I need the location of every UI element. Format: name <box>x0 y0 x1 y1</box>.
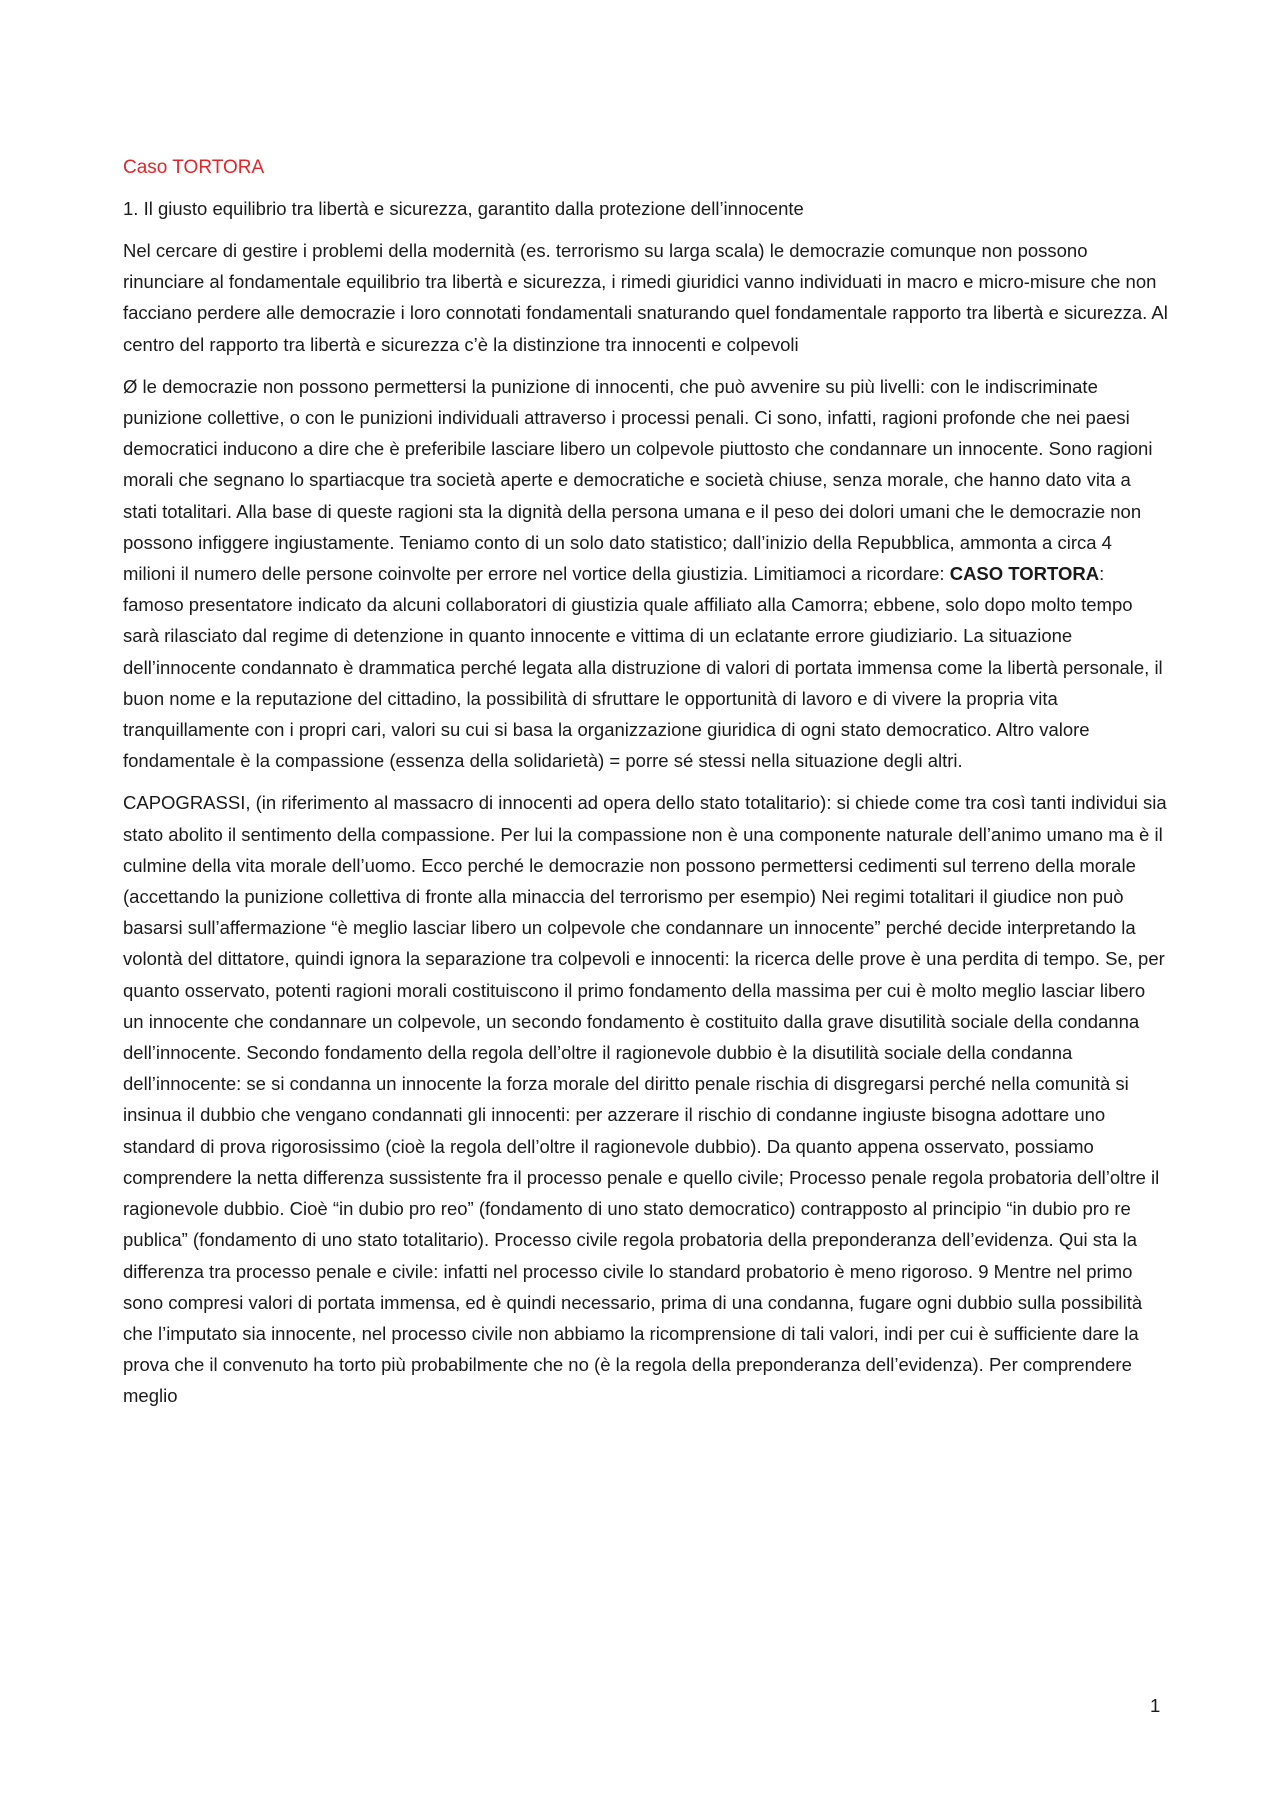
section-heading: 1. Il giusto equilibrio tra libertà e sicurezza, garantito dalla protezione dell’innocente <box>123 198 804 219</box>
document-title: Caso TORTORA <box>123 157 265 178</box>
paragraph-1: Nel cercare di gestire i problemi della modernità (es. terrorismo su larga scala) le democrazie comunque non possono rinunciare al fondamentale equilibrio tra libertà e sicurezza, i rimedi giuridici vanno individuati in macro e micro-misure che non facciano perdere alle democrazie i loro connotati fondamentali snaturando quel fondamentale rapporto tra libertà e sicurezza. Al centro del rapporto tra libertà e sicurezza c’è la distinzione tra innocenti e colpevoli <box>123 240 1168 355</box>
page-number: 1 <box>1150 1695 1161 1716</box>
paragraph-2 <box>123 371 1168 777</box>
paragraph-2-bold-caso-tortora: CASO TORTORA <box>949 563 1100 585</box>
document-body <box>123 154 1168 1423</box>
paragraph-2-text-before: Ø le democrazie non possono permettersi la punizione di innocenti, che può avvenire su più livelli: con le indiscriminate punizione collettive, o con le punizioni individuali attraverso i processi penali. Ci sono, infatti, ragioni profonde che nei paesi democratici inducono a dire che è preferibile lasciare libero un colpevole piuttosto che condannare un innocente. Sono ragioni morali che segnano lo spartiacque tra società aperte e democratiche e società chiuse, senza morale, che hanno dato vita a stati totalitari. Alla base di queste ragioni sta la dignità della persona umana e il peso dei dolori umani che le democrazie non possono infiggere ingiustamente. Teniamo conto di un solo dato statistico; dall’inizio della Repubblica, ammonta a circa 4 milioni il numero delle persone coinvolte per errore nel vortice della giustizia. Limitiamoci a ricordare: <box>123 375 1153 585</box>
paragraph-3: CAPOGRASSI, (in riferimento al massacro di innocenti ad opera dello stato totalitario): si chiede come tra così tanti individui sia stato abolito il sentimento della compassione. Per lui la compassione non è una componente naturale dell’animo umano ma è il culmine della vita morale dell’uomo. Ecco perché le democrazie non possono permettersi cedimenti sul terreno della morale (accettando la punizione collettiva di fronte alla minaccia del terrorismo per esempio) Nei regimi totalitari il giudice non può basarsi sull’affermazione “è meglio lasciar libero un colpevole che condannare un innocente” perché decide interpretando la volontà del dittatore, quindi ignora la separazione tra colpevoli e innocenti: la ricerca delle prove è una perdita di tempo. Se, per quanto osservato, potenti ragioni morali costituiscono il primo fondamento della massima per cui è molto meglio lasciar libero un innocente che condannare un colpevole, un secondo fondamento è costituito dalla grave disutilità sociale della condanna dell’innocente. Secondo fondamento della regola dell’oltre il ragionevole dubbio è la disutilità sociale della condanna dell’innocente: se si condanna un innocente la forza morale del diritto penale rischia di disgregarsi perché nella comunità si insinua il dubbio che vengano condannati gli innocenti: per azzerare il rischio di condanne ingiuste bisogna adottare uno standard di prova rigorosissimo (cioè la regola dell’oltre il ragionevole dubbio). Da quanto appena osservato, possiamo comprendere la netta differenza sussistente fra il processo penale e quello civile; Processo penale regola probatoria dell’oltre il ragionevole dubbio. Cioè “in dubio pro reo” (fondamento di uno stato democratico) contrapposto al principio “in dubio pro re publica” (fondamento di uno stato totalitario). Processo civile regola probatoria della preponderanza dell’evidenza. Qui sta la differenza tra processo penale e civile: infatti nel processo civile lo standard probatorio è meno rigoroso. 9 Mentre nel primo sono compresi valori di portata immensa, ed è quindi necessario, prima di una condanna, fugare ogni dubbio sulla possibilità che l’imputato sia innocente, nel processo civile non abbiamo la ricomprensione di tali valori, indi per cui è sufficiente dare la prova che il convenuto ha torto più probabilmente che no (è la regola della preponderanza dell’evidenza). Per comprendere meglio <box>123 792 1167 1407</box>
paragraph-2-text-after: : famoso presentatore indicato da alcuni collaboratori di giustizia quale affiliato alla Camorra; ebbene, solo dopo molto tempo sarà rilasciato dal regime di detenzione in quanto innocente e vittima di un eclatante errore giudiziario. La situazione dell’innocente condannato è drammatica perché legata alla distruzione di valori di portata immensa come la libertà personale, il buon nome e la reputazione del cittadino, la possibilità di sfruttare le opportunità di lavoro e di vivere la propria vita tranquillamente con i propri cari, valori su cui si basa la organizzazione giuridica di ogni stato democratico. Altro valore fondamentale è la compassione (essenza della solidarietà) = porre sé stessi nella situazione degli altri. <box>123 563 1163 772</box>
